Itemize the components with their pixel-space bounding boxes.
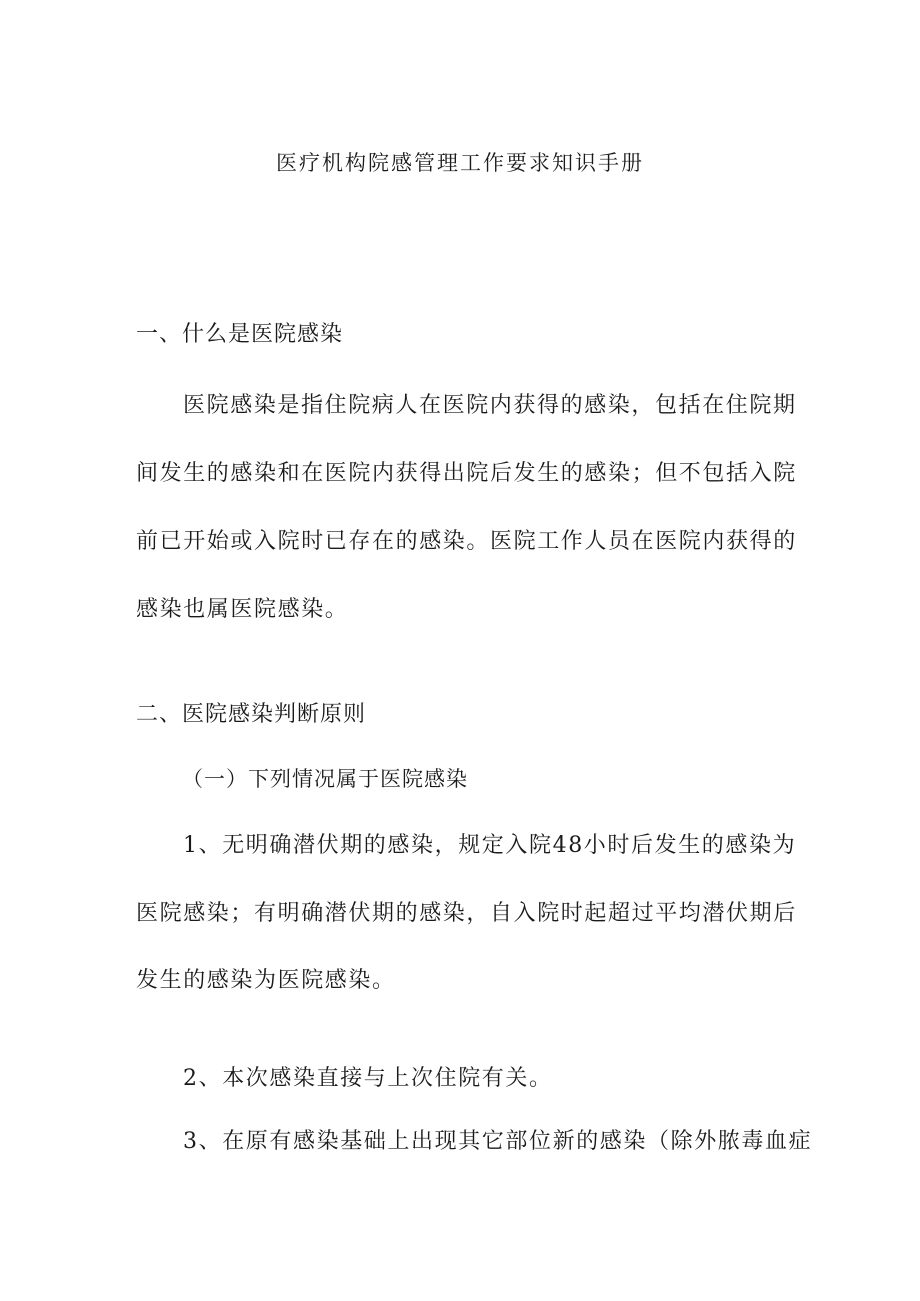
item-2: 2、本次感染直接与上次住院有关。 bbox=[183, 1066, 553, 1091]
section-1-para-line-1: 医院感染是指住院病人在医院内获得的感染，包括在住院期 bbox=[183, 393, 797, 418]
item-1-line-1: 1、无明确潜伏期的感染，规定入院48小时后发生的感染为 bbox=[183, 833, 797, 858]
item-1-line-2: 医院感染；有明确潜伏期的感染，自入院时起超过平均潜伏期后 bbox=[136, 901, 797, 926]
section-1-para-line-3: 前已开始或入院时已存在的感染。医院工作人员在医院内获得的 bbox=[136, 529, 797, 554]
section-1-para-line-2: 间发生的感染和在医院内获得出院后发生的感染；但不包括入院 bbox=[136, 461, 797, 486]
section-1-para-line-4: 感染也属医院感染。 bbox=[136, 597, 349, 622]
section-2-subheading: （一）下列情况属于医院感染 bbox=[182, 767, 468, 791]
section-1-heading: 一、什么是医院感染 bbox=[136, 322, 344, 347]
item-1-line-3: 发生的感染为医院感染。 bbox=[136, 968, 396, 993]
section-2-heading: 二、医院感染判断原则 bbox=[136, 702, 367, 727]
document-title: 医疗机构院感管理工作要求知识手册 bbox=[276, 151, 644, 175]
item-3-line-1: 3、在原有感染基础上出现其它部位新的感染（除外脓毒血症 bbox=[183, 1129, 813, 1154]
